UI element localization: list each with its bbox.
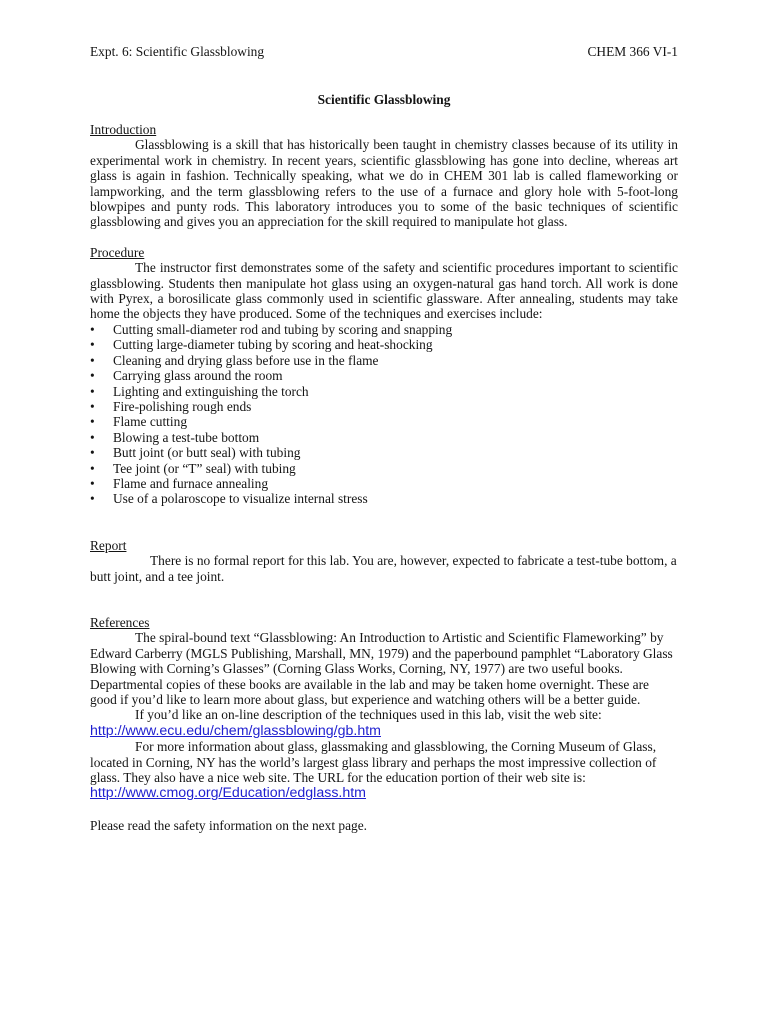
list-item bbox=[90, 445, 678, 460]
list-item bbox=[90, 461, 678, 476]
references-paragraph-books: The spiral-bound text “Glassblowing: An Introduction to Artistic and Scientific Flameworking” by Edward Carberry (MGLS Publishing, Marshall, MN, 1979) and the paperbound pamphlet “Laboratory Glass Blowing with Corning’s Glasses” (Corning Glass Works, Corning, NY, 1977) are two useful books. Departmental copies of these books are available in the lab and may be taken home overnight. These are good if you’d like to learn more about glass, but experience and watching others will be a better guide. bbox=[90, 630, 673, 707]
list-item bbox=[90, 399, 678, 414]
document-title: Scientific Glassblowing bbox=[317, 92, 451, 107]
report-section bbox=[90, 538, 678, 584]
bullet-icon: • bbox=[90, 383, 95, 399]
list-item bbox=[90, 353, 678, 368]
report-heading: Report bbox=[90, 537, 127, 553]
list-item-text: Cutting large-diameter tubing by scoring and heat-shocking bbox=[113, 337, 433, 353]
list-item-text: Carrying glass around the room bbox=[113, 368, 283, 384]
introduction-section bbox=[90, 122, 678, 230]
introduction-heading: Introduction bbox=[90, 122, 157, 137]
list-item bbox=[90, 384, 678, 399]
list-item-text: Blowing a test-tube bottom bbox=[113, 429, 260, 445]
list-item-text: Butt joint (or butt seal) with tubing bbox=[113, 445, 301, 461]
bullet-icon: • bbox=[90, 414, 95, 430]
bullet-icon: • bbox=[90, 321, 95, 337]
bullet-icon: • bbox=[90, 368, 95, 384]
list-item bbox=[90, 414, 678, 429]
procedure-section bbox=[90, 245, 678, 507]
bullet-icon: • bbox=[90, 445, 95, 461]
procedure-heading: Procedure bbox=[90, 244, 145, 260]
cmog-education-link[interactable]: http://www.cmog.org/Education/edglass.htm bbox=[90, 785, 367, 802]
procedure-paragraph: The instructor first demonstrates some of the safety and scientific procedures important to scientific glassblowing. Students then manipulate hot glass using an oxygen-natural gas hand torch. All work is done with Pyrex, a borosilicate glass commonly used in scientific glassware. After annealing, students may take home the objects they have produced. Some of the techniques and exercises include: bbox=[90, 260, 678, 322]
ecu-glassblowing-link[interactable]: http://www.ecu.edu/chem/glassblowing/gb.htm bbox=[90, 722, 381, 739]
references-heading: References bbox=[90, 614, 150, 630]
list-item-text: Fire-polishing rough ends bbox=[113, 398, 252, 414]
list-item bbox=[90, 322, 678, 337]
list-item-text: Cutting small-diameter rod and tubing by scoring and snapping bbox=[113, 321, 453, 337]
list-item bbox=[90, 476, 678, 491]
list-item-text: Flame and furnace annealing bbox=[113, 475, 269, 491]
document-page bbox=[90, 44, 678, 833]
report-paragraph: There is no formal report for this lab. You are, however, expected to fabricate a test-tube bottom, a butt joint, and a tee joint. bbox=[90, 553, 677, 584]
bullet-icon: • bbox=[90, 398, 95, 414]
page-header bbox=[90, 44, 678, 60]
bullet-icon: • bbox=[90, 460, 95, 476]
list-item bbox=[90, 430, 678, 445]
list-item bbox=[90, 337, 678, 352]
introduction-paragraph: Glassblowing is a skill that has historically been taught in chemistry classes because of its utility in experimental work in chemistry. In recent years, scientific glassblowing has gone into decline, whereas art glass is again in fashion. Technically speaking, what we do in CHEM 301 lab is called flameworking or lampworking, and the term glassblowing refers to the use of a furnace and glory hole with 5-foot-long blowpipes and punty rods. This laboratory introduces you to some of the basic techniques of scientific glassblowing and gives you an appreciation for the skill required to manipulate hot glass. bbox=[90, 137, 678, 230]
bullet-icon: • bbox=[90, 491, 95, 507]
header-experiment-title: Expt. 6: Scientific Glassblowing bbox=[90, 44, 265, 59]
list-item-text: Tee joint (or “T” seal) with tubing bbox=[113, 460, 296, 476]
references-paragraph-online: If you’d like an on-line description of the techniques used in this lab, visit the web site: bbox=[135, 707, 602, 723]
references-section bbox=[90, 615, 678, 802]
bullet-icon: • bbox=[90, 429, 95, 445]
references-paragraph-corning: For more information about glass, glassmaking and glassblowing, the Corning Museum of Glass, located in Corning, NY has the world’s largest glass library and perhaps the most impressive collection of glass. They also have a nice web site. The URL for the education portion of their web site is: bbox=[90, 739, 657, 786]
bullet-icon: • bbox=[90, 352, 95, 368]
list-item bbox=[90, 491, 678, 506]
list-item-text: Use of a polaroscope to visualize internal stress bbox=[113, 491, 368, 507]
header-course-page: CHEM 366 VI-1 bbox=[587, 44, 678, 59]
bullet-icon: • bbox=[90, 337, 95, 353]
closing-note: Please read the safety information on the next page. bbox=[90, 817, 368, 833]
list-item-text: Lighting and extinguishing the torch bbox=[113, 383, 309, 399]
list-item-text: Cleaning and drying glass before use in the flame bbox=[113, 352, 379, 368]
bullet-icon: • bbox=[90, 475, 95, 491]
list-item bbox=[90, 368, 678, 383]
list-item-text: Flame cutting bbox=[113, 414, 188, 430]
technique-list bbox=[90, 322, 678, 507]
